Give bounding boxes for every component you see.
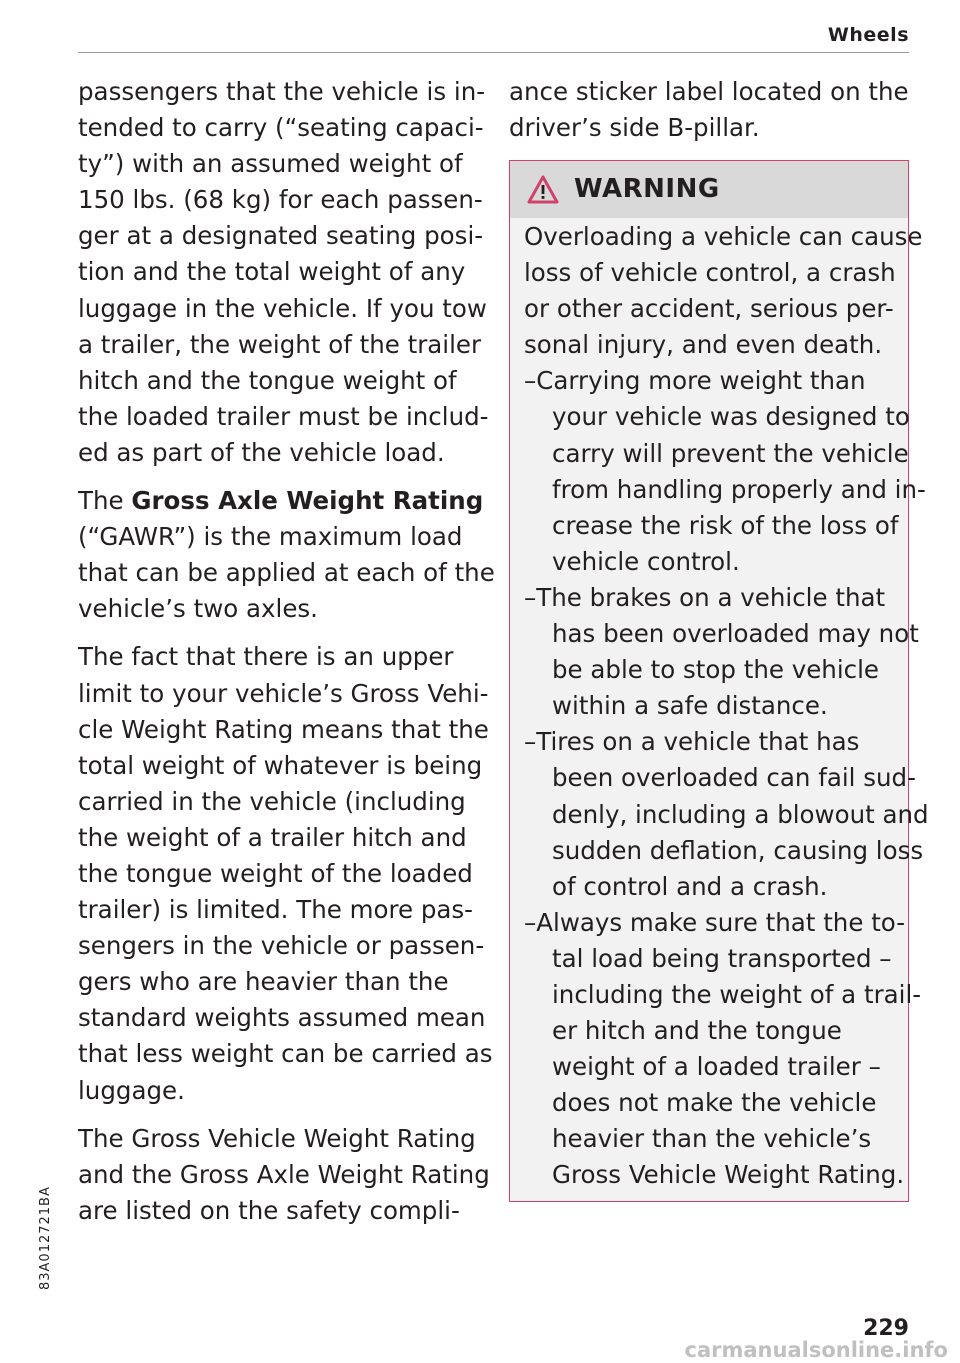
text-line: 150 lbs. (68 kg) for each passen- [78,185,483,215]
page-number: 229 [863,1316,909,1341]
warning-body [524,219,929,1194]
text-line: carried in the vehicle (including [78,786,466,816]
text-line: The fact that there is an upper [78,642,454,672]
text-line: sengers in the vehicle or passen- [78,931,485,961]
text-line: carry will prevent the vehicle [552,438,909,468]
text-line: trailer) is limited. The more pas- [78,895,474,925]
left-column [78,74,495,1241]
text-line: has been overloaded may not [552,619,919,649]
paragraph-upper-limit [78,639,493,1108]
text-line [78,483,484,519]
text-line: does not make the vehicle [552,1088,877,1118]
text-line: from handling properly and in- [552,474,926,504]
section-title: Wheels [827,24,909,46]
text-line: standard weights assumed mean [78,1003,486,1033]
text-line: been overloaded can fail sud- [552,763,916,793]
paragraph-gawr [78,483,495,627]
warning-title: WARNING [574,174,720,204]
text-line: cle Weight Rating means that the [78,714,489,744]
text-line: of control and a crash. [552,871,828,901]
text-line: passengers that the vehicle is in- [78,77,486,106]
text-line: the weight of a trailer hitch and [78,822,467,852]
text-line: denly, including a blowout and [552,799,929,829]
text-line: luggage in the vehicle. If you tow [78,293,487,323]
document-code: 83A012721BA [38,1186,53,1290]
header-divider [78,52,909,53]
text-line: a trailer, the weight of the trailer [78,329,482,359]
bullet-item: –Always make sure that the to- [524,907,906,937]
text-line: ty”) with an assumed weight of [78,149,463,179]
text-line: be able to stop the vehicle [552,655,879,685]
gawr-term: Gross Axle Weight Rating [131,486,484,516]
text-line: are listed on the safety compli- [78,1195,460,1225]
text-line: (“GAWR”) is the maximum load [78,522,463,552]
text-line: the tongue weight of the loaded [78,858,473,888]
paragraph-seating-capacity [78,74,489,471]
text-line: tended to carry (“seating capaci- [78,113,484,143]
text-line: tion and the total weight of any [78,257,466,287]
text-line: The Gross Vehicle Weight Rating [78,1123,476,1153]
warning-header [510,161,908,218]
text-line: hitch and the tongue weight of [78,365,457,395]
warning-box [509,160,929,1202]
text-line: your vehicle was designed to [552,402,910,432]
text-line: vehicle control. [552,546,740,576]
text-line: Gross Vehicle Weight Rating. [552,1160,905,1190]
paragraph-ratings-location [78,1121,490,1229]
text-line: vehicle’s two axles. [78,594,318,624]
text-line: ance sticker label located on the [509,77,909,106]
text-line: or other accident, serious per- [524,294,894,324]
gawr-prefix: The [78,486,132,516]
text-line: gers who are heavier than the [78,967,449,997]
text-line: weight of a loaded trailer – [552,1052,881,1082]
text-line: that less weight can be carried as [78,1039,493,1069]
text-line: er hitch and the tongue [552,1016,842,1046]
text-line: limit to your vehicle’s Gross Vehi- [78,678,489,708]
text-line: heavier than the vehicle’s [552,1124,872,1154]
text-line: that can be applied at each of the [78,558,495,588]
warning-triangle-icon [527,175,559,205]
right-column [509,74,909,146]
text-line: loss of vehicle control, a crash [524,258,896,288]
text-line: driver’s side B-pillar. [509,113,760,143]
text-line: ed as part of the vehicle load. [78,437,445,467]
bullet-item: –Tires on a vehicle that has [524,727,860,757]
text-line: Overloading a vehicle can cause [524,222,923,251]
text-line: total weight of whatever is being [78,750,483,780]
text-line: tal load being transported – [552,943,892,973]
text-line: and the Gross Axle Weight Rating [78,1159,490,1189]
bullet-item: –Carrying more weight than [524,366,866,396]
bullet-item: –The brakes on a vehicle that [524,582,886,612]
text-line: within a safe distance. [552,691,828,721]
text-line: luggage. [78,1075,185,1105]
text-line: sonal injury, and even death. [524,330,883,360]
watermark: carmanualsonline.info [684,1338,948,1362]
text-line: the loaded trailer must be includ- [78,401,489,431]
text-line: crease the risk of the loss of [552,510,899,540]
text-line: sudden deflation, causing loss [552,835,924,865]
text-line: including the weight of a trail- [552,979,922,1009]
text-line: ger at a designated seating posi- [78,221,484,251]
